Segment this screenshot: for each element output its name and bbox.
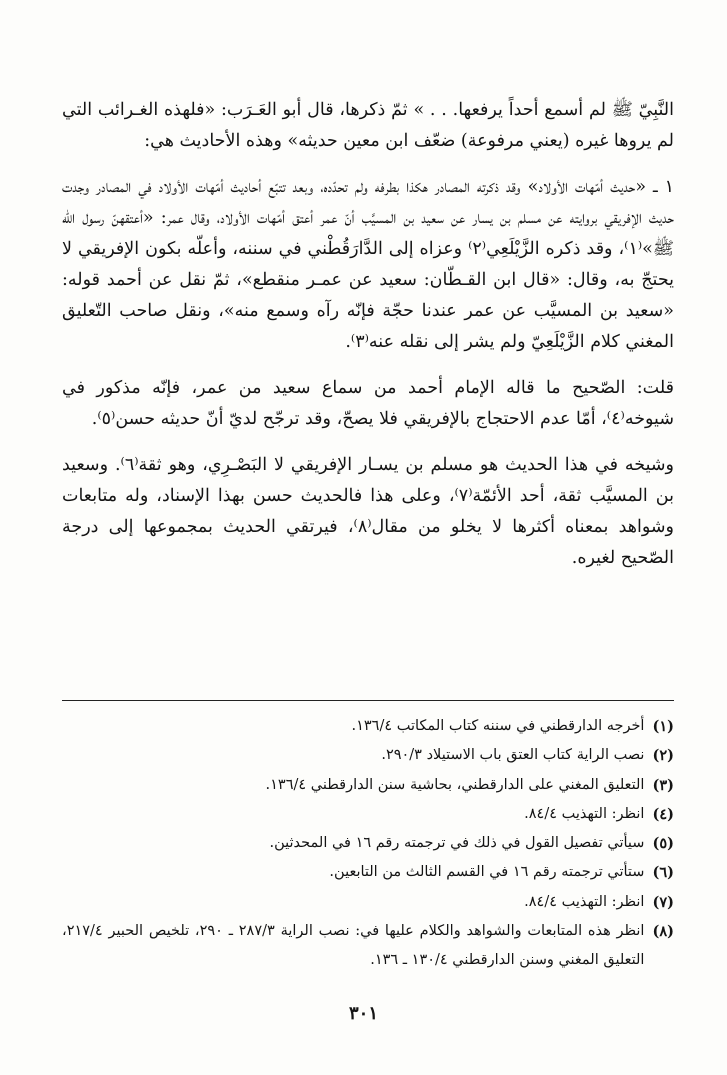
footnote [62, 771, 674, 800]
footnote [62, 712, 674, 741]
paragraph: النَّبِيّ ﷺ لم أسمع أحداً يرفعها. . . » ثمّ ذكرها، قال أبو العَـرَب: «فلهذه الغـرائب التي لم يروها غيره (يعني مرفوعة) ضعّف ابن معين حديثه» وهذه الأحاديث هي: [62, 100, 674, 151]
footnote-number: (٧) [652, 893, 674, 911]
footnote-text: انظر هذه المتابعات والشواهد والكلام عليها في: نصب الراية ٢٨٧/٣ ـ ٢٩٠، تلخيص الحبير ٢١٧/٤، التعليق المغني وسنن الدارقطني ١٣٠/٤ ـ ١٣٦. [62, 923, 645, 969]
footnote-text: التعليق المغني على الدارقطني، بحاشية سنن الدارقطني ١٣٦/٤. [265, 776, 645, 793]
footnote [62, 741, 674, 770]
footnote-text: سيأتي تفصيل القول في ذلك في ترجمته رقم ١٦ في المحدثين. [269, 835, 645, 852]
footnote-number: (٥) [652, 835, 674, 853]
footnote [62, 829, 674, 858]
main-text [62, 95, 674, 589]
footnote [62, 888, 674, 917]
footnotes [62, 712, 674, 976]
paragraph: ١ ــ «حديث أمّهات الأولاد» وقد ذكرته المصادر هكذا بطرفه ولم تحدّده، وبعد تتبّع أحاديث أمّهات الأولاد في المصادر وجدت حديث الإفريقي بروايته عن مسلم بن يسار عن سعيد بن المسيَّب أنّ عمر أعتق أمّهات الأولاد، وقال عمر: «أعتقهنّ رسول الله ﷺ»⁽١⁾، وقد ذكره الزَّيْلَعِي⁽٢⁾ وعزاه إلى الدَّارَقُطْني في سننه، وأعلّه بكون الإفريقي لا يحتجّ به، وقال: «قال ابن القـطّان: سعيد عن عمـر منقطع»، ثمّ نقل عن أحمد قوله: «سعيد بن المسيَّب عن عمر عندنا حجّة فإنّه رآه وسمع منه»، ونقل صاحب التّعليق المغني كلام الزَّيْلَعِيّ ولم يشر إلى نقله عنه⁽٣⁾. [62, 177, 674, 352]
paragraph: قلت: الصّحيح ما قاله الإمام أحمد من سماع سعيد من عمر، فإنّه مذكور في شيوخه⁽٤⁾، أمّا عدم الاحتجاج بالإفريقي فلا يصحّ، وقد ترجّح لديّ أنّ حديثه حسن⁽٥⁾. [62, 378, 674, 429]
paragraph: وشيخه في هذا الحديث هو مسلم بن يسـار الإفريقي لا البَصْـرِي، وهو ثقة⁽٦⁾. وسعيد بن المسيَّب ثقة، أحد الأئمّة⁽٧⁾، وعلى هذا فالحديث حسن بهذا الإسناد، وله متابعات وشواهد بمعناه أكثرها لا يخلو من مقال⁽٨⁾، فيرتقي الحديث بمجموعها إلى درجة الصّحيح لغيره. [62, 455, 675, 568]
footnote-number: (١) [652, 718, 674, 735]
footnote-number: (٣) [652, 776, 674, 794]
footnote-text: ستأتي ترجمته رقم ١٦ في القسم الثالث من التابعين. [329, 864, 645, 881]
footnote-text: أخرجه الدارقطني في سننه كتاب المكاتب ١٣٦/٤. [351, 718, 645, 734]
footnote-text: انظر: التهذيب ٨٤/٤. [524, 805, 645, 822]
footnote-divider [62, 700, 674, 701]
footnote-text: نصب الراية كتاب العتق باب الاستيلاد ٢٩٠/٣. [381, 747, 645, 764]
footnote [62, 800, 674, 829]
footnote [62, 858, 674, 887]
footnote-number: (٢) [652, 747, 674, 765]
footnote [62, 917, 674, 976]
footnote-text: انظر: التهذيب ٨٤/٤. [524, 893, 645, 910]
footnote-number: (٨) [652, 923, 674, 941]
footnote-number: (٤) [652, 805, 674, 823]
footnote-number: (٦) [652, 864, 674, 882]
page-number: ٣٠١ [348, 1003, 378, 1024]
